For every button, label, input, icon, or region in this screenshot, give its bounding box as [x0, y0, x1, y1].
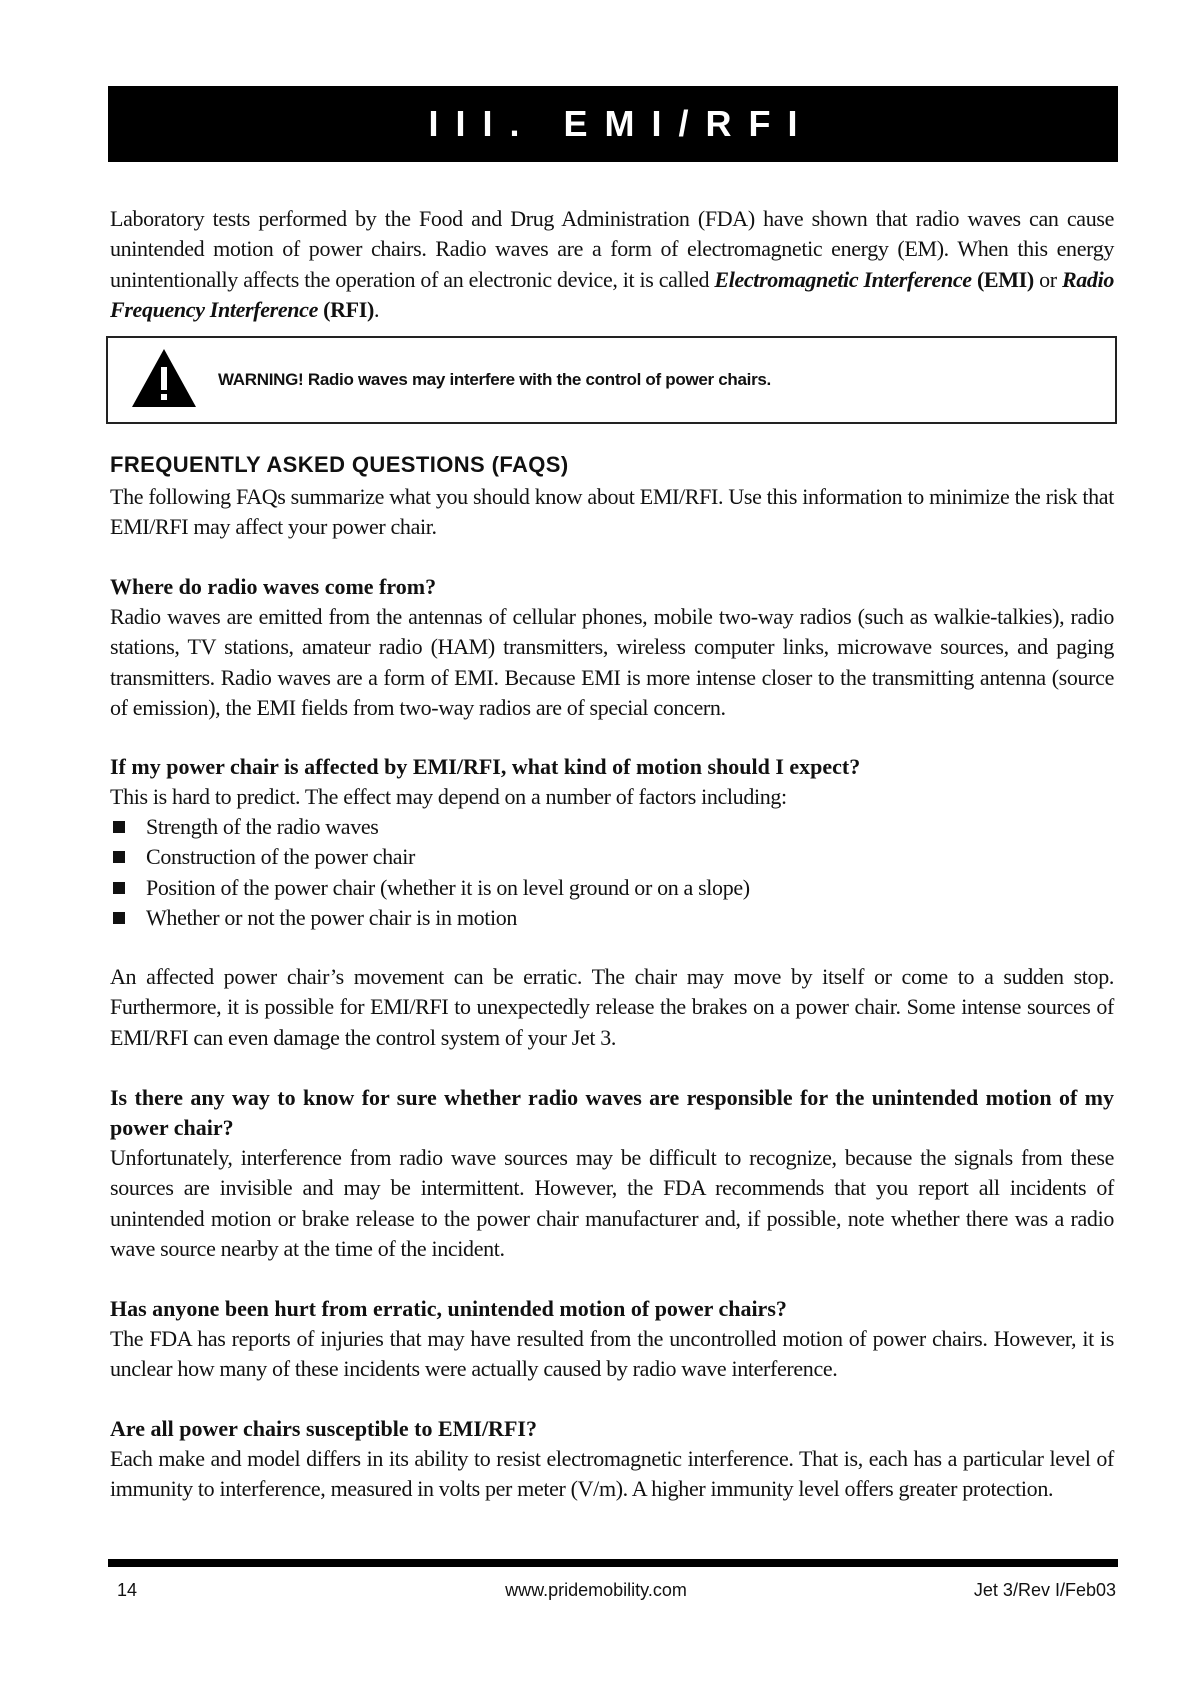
- list-item-text: Whether or not the power chair is in motion: [146, 904, 518, 930]
- emi-abbr: (EMI): [976, 266, 1034, 292]
- faq-answer-2: This is hard to predict. The effect may depend on a number of factors including:: [110, 784, 787, 809]
- list-item-text: Construction of the power chair: [146, 844, 415, 870]
- list-item-text: Position of the power chair (whether it is on level ground or on a slope): [146, 874, 750, 900]
- faq-intro: The following FAQs summarize what you should know about EMI/RFI. Use this information to minimize the risk that EMI/RFI may affect your power chair.: [110, 484, 1114, 540]
- rfi-term: Radio Frequency Interference: [110, 266, 1114, 322]
- faq-answer-4: The FDA has reports of injuries that may have resulted from the uncontrolled motion of power chairs. However, it is unclear how many of these incidents were actually caused by radio wave interference.: [110, 1326, 1114, 1382]
- square-bullet-icon: [113, 851, 125, 863]
- intro-end: .: [373, 296, 380, 322]
- faq-answer-2b: An affected power chair’s movement can be erratic. The chair may move by itself or come to a sudden stop. Furthermore, it is possible for EMI/RFI to unexpectedly release the brakes on a power chair. Some intense sources of EMI/RFI can even damage the control system of your Jet 3.: [110, 964, 1114, 1050]
- faq-question-1: Where do radio waves come from?: [110, 574, 437, 599]
- intro-paragraph: [110, 204, 1114, 325]
- list-item: [110, 903, 750, 933]
- list-item: [110, 812, 750, 842]
- emi-term: Electromagnetic Interference: [714, 266, 972, 292]
- footer-doc-id: Jet 3/Rev I/Feb03: [973, 1580, 1116, 1600]
- rfi-abbr: (RFI): [323, 296, 374, 322]
- square-bullet-icon: [113, 882, 125, 894]
- faq-question-3: Is there any way to know for sure whether radio waves are responsible for the unintended motion of my power chair?: [110, 1085, 1114, 1140]
- list-item: [110, 842, 750, 872]
- footer-rule: [108, 1559, 1118, 1567]
- warning-triangle-icon: [132, 349, 196, 407]
- faq-question-4: Has anyone been hurt from erratic, unintended motion of power chairs?: [110, 1296, 787, 1321]
- section-title-bar: [108, 86, 1118, 162]
- list-item-text: Strength of the radio waves: [146, 814, 379, 839]
- factor-list: [110, 812, 750, 933]
- faq-question-2: If my power chair is affected by EMI/RFI, what kind of motion should I expect?: [110, 754, 861, 779]
- faq-answer-1: Radio waves are emitted from the antennas of cellular phones, mobile two-way radios (such as walkie-talkies), radio stations, TV stations, amateur radio (HAM) transmitters, wireless computer links, microwave sources, and paging transmitters. Radio waves are a form of EMI. Because EMI is more intense closer to the transmitting antenna (source of emission), the EMI fields from two-way radios are of special concern.: [110, 604, 1114, 720]
- faq-answer-5: Each make and model differs in its ability to resist electromagnetic interference. That is, each has a particular level of immunity to interference, measured in volts per meter (V/m). A higher immunity level offers greater protection.: [110, 1446, 1114, 1502]
- list-item: [110, 873, 750, 903]
- page-number: 14: [117, 1580, 138, 1600]
- warning-text: WARNING! Radio waves may interfere with the control of power chairs.: [218, 370, 771, 389]
- footer-website: www.pridemobility.com: [505, 1580, 687, 1600]
- intro-or: or: [1033, 266, 1062, 292]
- faq-heading: FREQUENTLY ASKED QUESTIONS (FAQS): [110, 452, 569, 477]
- faq-answer-3: Unfortunately, interference from radio wave sources may be difficult to recognize, because the signals from these sources are invisible and may be intermittent. However, the FDA recommends that you report all incidents of unintended motion or brake release to the power chair manufacturer and, if possible, note whether there was a radio wave source nearby at the time of the incident.: [110, 1145, 1114, 1261]
- intro-text: Laboratory tests performed by the Food and Drug Administration (FDA) have shown that radio waves can cause unintended motion of power chairs. Radio waves are a form of electromagnetic energy (EM). When this energy unintentionally affects the operation of an electronic device, it is called: [110, 206, 1114, 292]
- warning-box: [106, 336, 1117, 424]
- square-bullet-icon: [113, 912, 125, 924]
- faq-question-5: Are all power chairs susceptible to EMI/RFI?: [110, 1416, 537, 1441]
- square-bullet-icon: [113, 821, 125, 833]
- section-title: III. EMI/RFI: [428, 103, 815, 144]
